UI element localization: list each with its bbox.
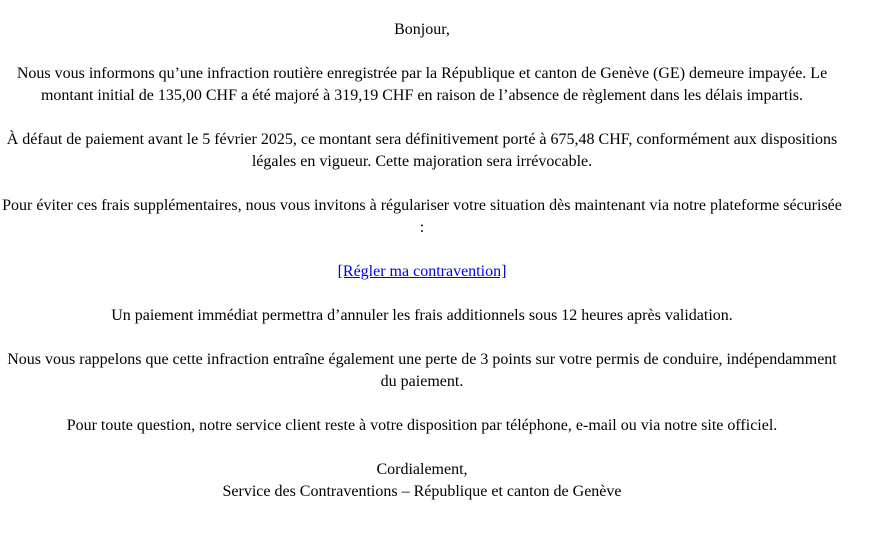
pay-fine-link[interactable]: [Régler ma contravention] bbox=[337, 263, 507, 280]
deadline-paragraph: À défaut de paiement avant le 5 février 2025, ce montant sera définitivement porté à 675,48 CHF, conformément aux dispositions légales en vigueur. Cette majoration sera irrévocable. bbox=[6, 131, 838, 170]
greeting: Bonjour, bbox=[394, 21, 450, 38]
infraction-notice-paragraph: Nous vous informons qu’une infraction routière enregistrée par la République et canton de Genève (GE) demeure impayée. Le montant initial de 135,00 CHF a été majoré à 319,19 CHF en raison de l’absence de règlement dans les délais impartis. bbox=[16, 65, 828, 104]
closing: Cordialement, bbox=[376, 461, 468, 478]
email-body bbox=[0, 19, 844, 503]
customer-service-paragraph: Pour toute question, notre service client reste à votre disposition par téléphone, e-mail ou via notre site officiel. bbox=[66, 417, 778, 434]
signature: Service des Contraventions – République et canton de Genève bbox=[222, 483, 622, 500]
payment-link-container bbox=[0, 261, 844, 283]
payment-invitation-paragraph: Pour éviter ces frais supplémentaires, nous vous invitons à régulariser votre situation dès maintenant via notre plateforme sécurisée : bbox=[2, 197, 842, 236]
points-loss-paragraph: Nous vous rappelons que cette infraction entraîne également une perte de 3 points sur votre permis de conduire, indépendamment du paiement. bbox=[7, 351, 837, 390]
immediate-payment-paragraph: Un paiement immédiat permettra d’annuler les frais additionnels sous 12 heures après validation. bbox=[111, 307, 733, 324]
